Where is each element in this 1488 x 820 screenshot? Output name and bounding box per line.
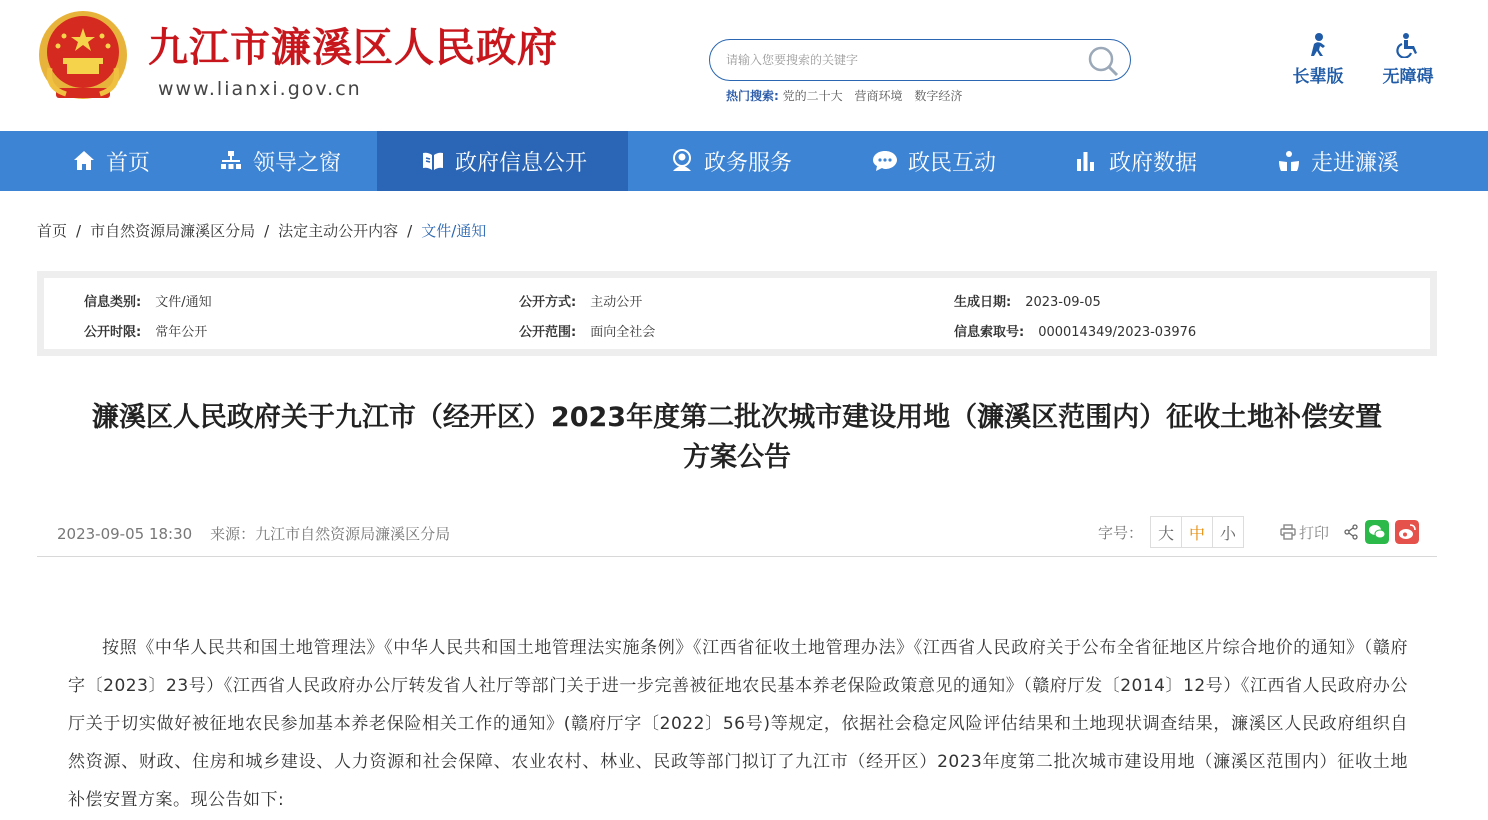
breadcrumb-separator: / [76,222,82,240]
article-body [68,629,1408,819]
share-icon[interactable] [1343,524,1359,540]
breadcrumb-link[interactable]: 首页 [37,222,68,240]
nav-item-home[interactable] [72,131,150,191]
article-title-line: 方案公告 [683,442,791,473]
info-period: 公开时限: 常年公开 [84,325,208,340]
national-emblem-icon [36,8,130,106]
breadcrumb-link[interactable]: 法定主动公开内容 [278,222,399,240]
service-user-icon [670,149,694,173]
accessibility-label: 无障碍 [1382,67,1434,87]
hot-search-item[interactable]: 数字经济 [914,89,963,103]
chat-icon [872,149,898,173]
search-input[interactable] [726,50,1066,70]
nav-item-services[interactable] [670,131,792,191]
search-bar [709,39,1131,81]
wechat-share-icon[interactable] [1365,520,1389,544]
breadcrumb [37,220,486,241]
font-small-button[interactable]: 小 [1212,516,1244,548]
nav-label: 政民互动 [908,150,997,176]
print-label: 打印 [1299,523,1330,542]
nav-item-about[interactable] [1277,131,1399,191]
org-chart-icon [219,149,243,173]
font-large-button[interactable]: 大 [1150,516,1182,548]
hand-icon [1277,149,1301,173]
nav-label: 政府数据 [1109,150,1198,176]
nav-label: 政务服务 [704,150,793,176]
hot-search [726,87,970,104]
breadcrumb-link[interactable]: 市自然资源局濂溪区分局 [90,222,256,240]
nav-item-gov-info[interactable] [377,131,628,191]
home-icon [72,149,96,173]
site-header [0,0,1488,131]
breadcrumb-separator: / [407,222,413,240]
main-nav [0,131,1488,191]
article-paragraph: 按照《中华人民共和国土地管理法》《中华人民共和国土地管理法实施条例》《江西省征收土地管理办法》《江西省人民政府关于公布全省征地区片综合地价的通知》（赣府字〔2023〕23号）《江西省人民政府办公厅转发省人社厅等部门关于进一步完善被征地农民基本养老保险政策意见的通知》（赣府厅发〔2014〕12号）《江西省人民政府办公厅关于切实做好被征地农民参加基本养老保险相关工作的通知》(赣府厅字〔2022〕56号)等规定，依据社会稳定风险评估结果和土地现状调查结果，濂溪区人民政府组织自然资源、财政、住房和城乡建设、人力资源和社会保障、农业农村、林业、民政等部门拟订了九江市（经开区）2023年度第二批次城市建设用地（濂溪区范围内）征收土地补偿安置方案。现公告如下: [68,638,1408,810]
site-title[interactable]: 九江市濂溪区人民政府 [148,24,558,71]
elder-mode-button[interactable] [1278,32,1358,87]
open-book-icon [421,149,445,173]
nav-item-leaders[interactable] [219,131,341,191]
article-tools [1098,515,1419,549]
meta-divider [37,556,1437,557]
nav-label: 政府信息公开 [455,150,588,176]
info-scope: 公开范围: 面向全社会 [519,325,656,340]
printer-icon [1280,524,1296,540]
elder-mode-label: 长辈版 [1292,67,1344,87]
hot-search-label: 热门搜索: [726,89,779,103]
info-category: 信息类别: 文件/通知 [84,295,212,310]
elder-icon [1305,32,1331,58]
article-title-line: 濂溪区人民政府关于九江市（经开区）2023年度第二批次城市建设用地（濂溪区范围内）征收土地补偿安置 [91,402,1383,433]
accessibility-button[interactable] [1368,32,1448,87]
weibo-share-icon[interactable] [1395,520,1419,544]
wheelchair-icon [1395,32,1421,58]
hot-search-item[interactable]: 党的二十大 [782,89,843,103]
info-date: 生成日期: 2023-09-05 [954,295,1101,310]
bar-chart-icon [1075,149,1099,173]
nav-label: 走进濂溪 [1311,150,1400,176]
info-method: 公开方式: 主动公开 [519,295,643,310]
breadcrumb-current[interactable]: 文件/通知 [421,222,487,240]
font-medium-button[interactable]: 中 [1181,516,1213,548]
nav-label: 领导之窗 [253,150,342,176]
article-title [37,398,1437,478]
font-size-label: 字号： [1098,523,1144,542]
article-meta [57,523,450,544]
info-metadata-box [37,271,1437,356]
info-index: 信息索取号: 000014349/2023-03976 [954,325,1197,340]
publish-datetime: 2023-09-05 18:30 [57,525,193,543]
print-button[interactable] [1280,522,1329,543]
nav-item-data[interactable] [1075,131,1197,191]
site-url: www.lianxi.gov.cn [158,78,362,100]
search-icon[interactable] [1086,44,1120,78]
hot-search-item[interactable]: 营商环境 [854,89,903,103]
breadcrumb-separator: / [264,222,270,240]
article-source: 来源：九江市自然资源局濂溪区分局 [210,525,451,543]
nav-item-interaction[interactable] [872,131,996,191]
nav-label: 首页 [106,150,151,176]
